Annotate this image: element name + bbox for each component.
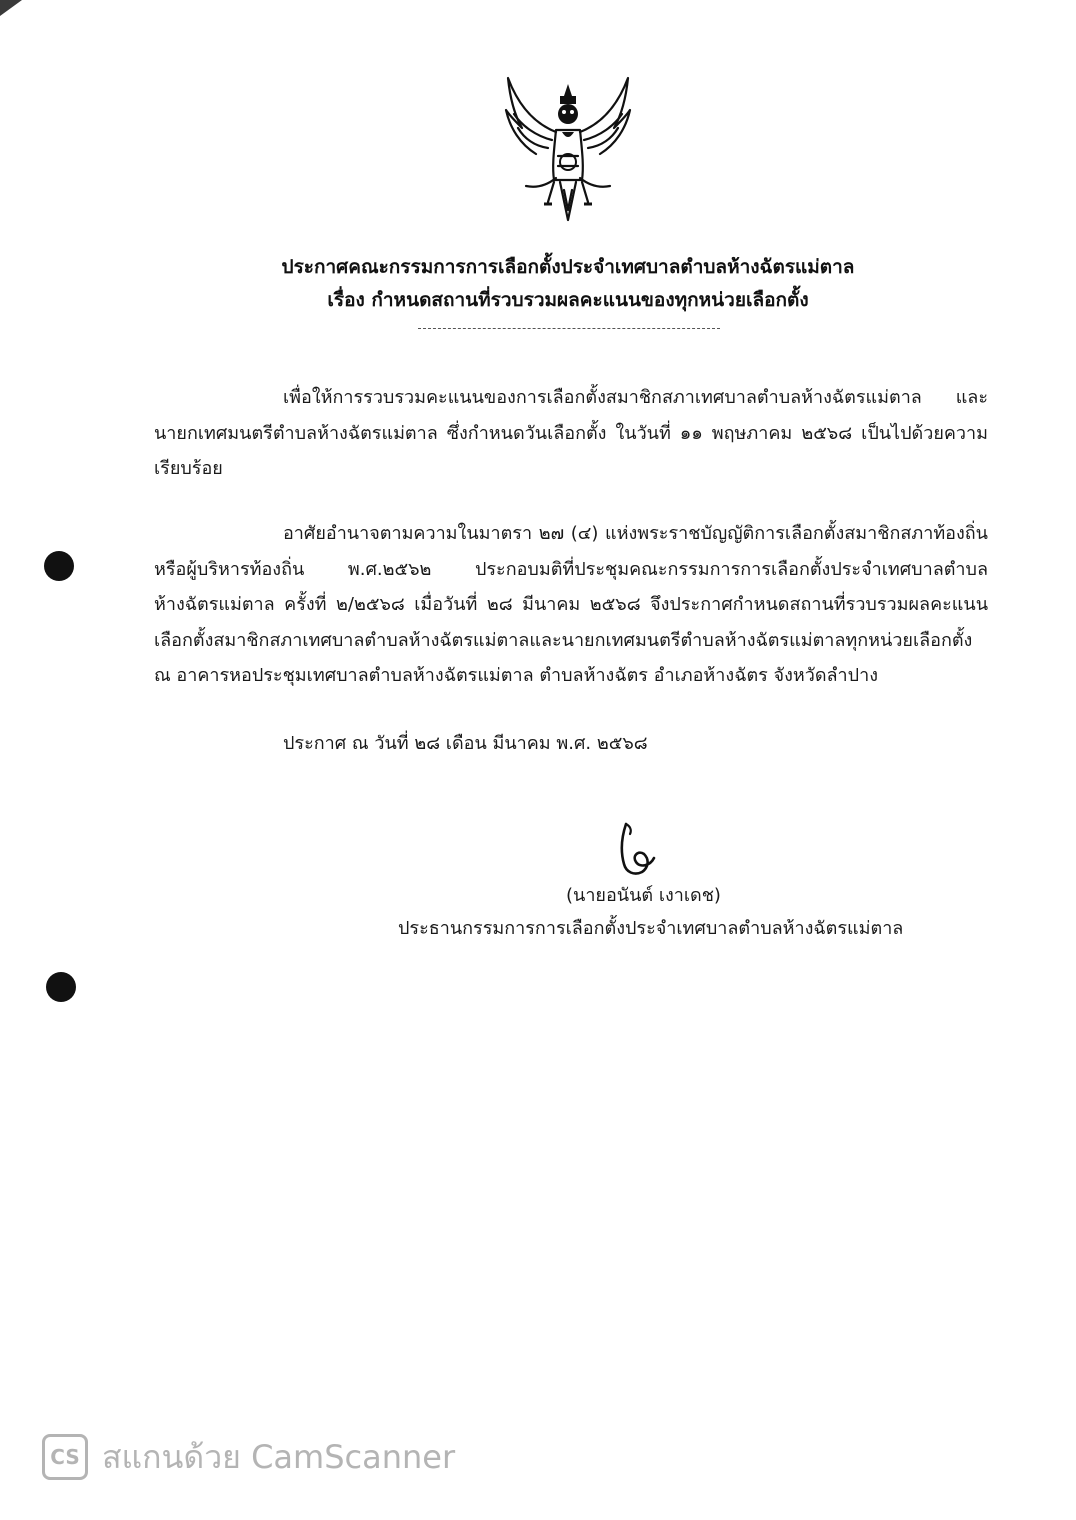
scan-edge-shadow xyxy=(0,0,22,16)
paragraph-line: เลือกตั้งสมาชิกสภาเทศบาลตำบลห้างฉัตรแม่ตาลและนายกเทศมนตรีตำบลห้างฉัตรแม่ตาลทุกหน่วยเลือกตั้ง xyxy=(154,629,973,651)
title-divider xyxy=(418,328,720,329)
garuda-emblem-icon xyxy=(498,70,638,222)
paragraph-purpose xyxy=(154,380,988,487)
paragraph-line: ณ อาคารหอประชุมเทศบาลตำบลห้างฉัตรแม่ตาล ตำบลห้างฉัตร อำเภอห้างฉัตร จังหวัดลำปาง xyxy=(154,665,878,686)
paragraph-line: นายกเทศมนตรีตำบลห้างฉัตรแม่ตาล ซึ่งกำหนดวันเลือกตั้ง ในวันที่ ๑๑ พฤษภาคม ๒๕๖๘ เป็นไปด้วยความ xyxy=(154,422,988,444)
paragraph-line: เพื่อให้การรวบรวมคะแนนของการเลือกตั้งสมาชิกสภาเทศบาลตำบลห้างฉัตรแม่ตาล และ xyxy=(283,387,988,408)
punch-hole xyxy=(46,972,76,1002)
camscanner-watermark xyxy=(42,1432,455,1482)
signer-name: (นายอนันต์ เงาเดช) xyxy=(566,885,721,906)
announcement-date: ประกาศ ณ วันที่ ๒๘ เดือน มีนาคม พ.ศ. ๒๕๖๘ xyxy=(283,733,648,754)
paragraph-line: อาศัยอำนาจตามความในมาตรา ๒๗ (๔) แห่งพระราชบัญญัติการเลือกตั้งสมาชิกสภาท้องถิ่น xyxy=(283,523,988,544)
document-title: ประกาศคณะกรรมการการเลือกตั้งประจำเทศบาลตำบลห้างฉัตรแม่ตาล xyxy=(281,256,855,278)
document-subject: เรื่อง กำหนดสถานที่รวบรวมผลคะแนนของทุกหน่วยเลือกตั้ง xyxy=(327,289,809,311)
punch-hole xyxy=(44,551,74,581)
paragraph-line: ห้างฉัตรแม่ตาล ครั้งที่ ๒/๒๕๖๘ เมื่อวันที่ ๒๘ มีนาคม ๒๕๖๘ จึงประกาศกำหนดสถานที่รวบรวมผลคะแนน xyxy=(154,594,988,615)
handwritten-signature xyxy=(612,820,660,880)
watermark-text: สแกนด้วย CamScanner xyxy=(102,1437,456,1476)
camscanner-logo-icon: CS xyxy=(42,1434,88,1480)
signer-title: ประธานกรรมการการเลือกตั้งประจำเทศบาลตำบลห้างฉัตรแม่ตาล xyxy=(398,918,904,939)
paragraph-line: เรียบร้อย xyxy=(154,458,223,479)
paragraph-authority xyxy=(154,516,988,694)
paragraph-line: หรือผู้บริหารท้องถิ่น พ.ศ.๒๕๖๒ ประกอบมติที่ประชุมคณะกรรมการการเลือกตั้งประจำเทศบาลตำบล xyxy=(154,558,988,580)
